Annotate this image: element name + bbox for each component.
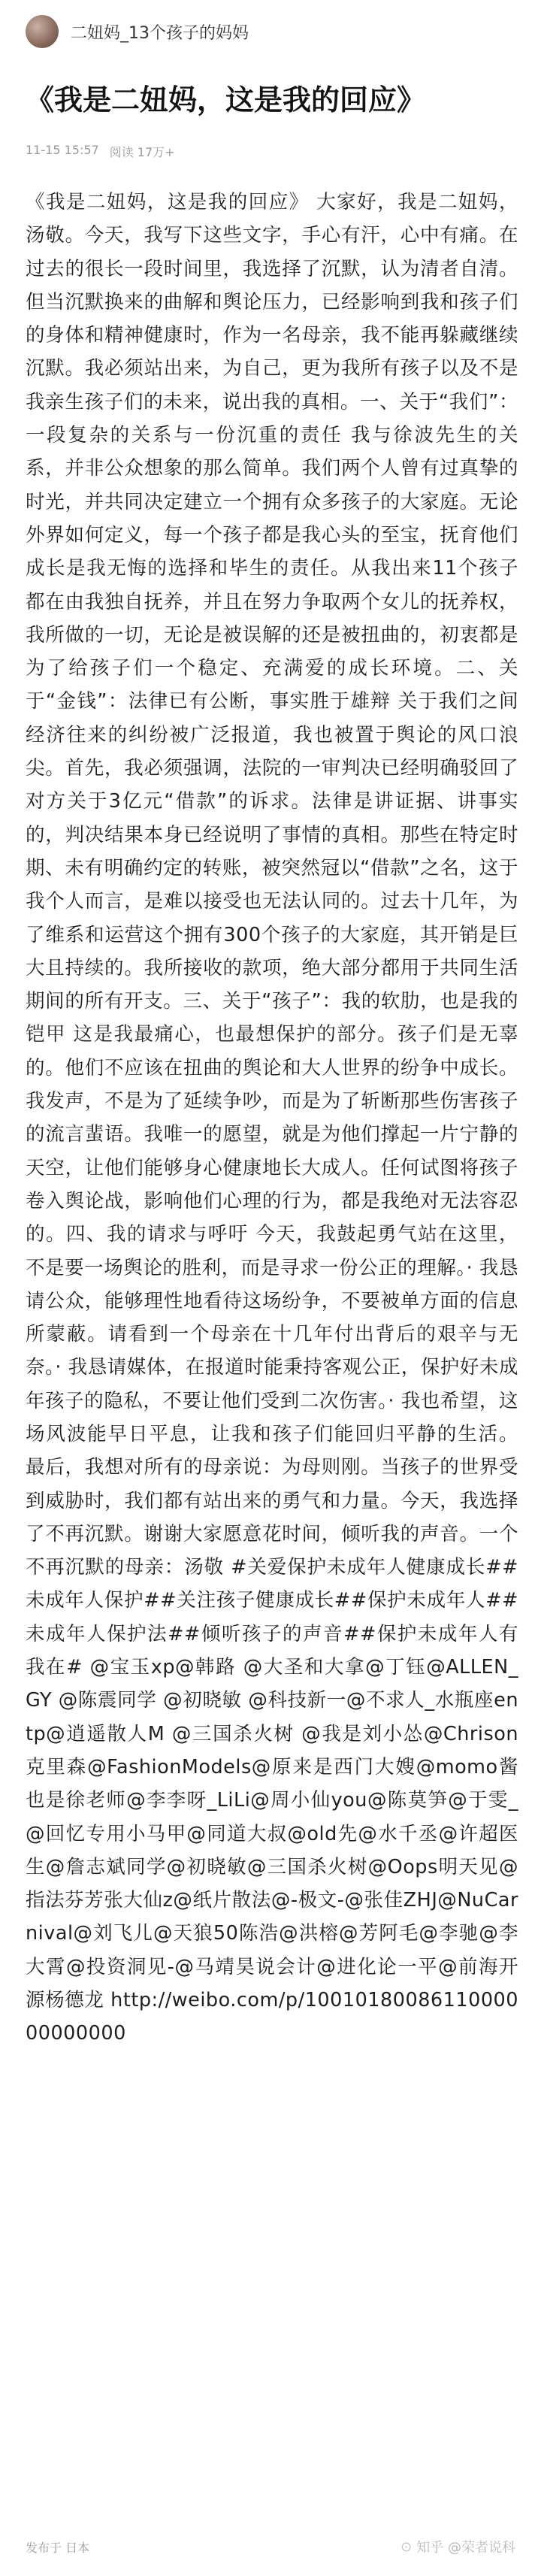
- watermark: [400, 2537, 515, 2556]
- post-timestamp: 11-15 15:57: [26, 143, 99, 157]
- author-header: [0, 0, 541, 50]
- post-meta: [26, 143, 515, 160]
- zhihu-icon: ⊙: [400, 2538, 413, 2555]
- article-body: 《我是二妞妈，这是我的回应》 大家好，我是二妞妈，汤敬。今天，我写下这些文字，手心有汗，心中有痛。在过去的很长一段时间里，我选择了沉默，认为清者自清。但当沉默换来的曲解和舆论压力，已经影响到我和孩子们的身体和精神健康时，作为一名母亲，我不能再躲藏继续沉默。我必须站出来，为自己，更为我所有孩子以及不是我亲生孩子们的未来，说出我的真相。一、关于“我们”：一段复杂的关系与一份沉重的责任 我与徐波先生的关系，并非公众想象的那么简单。我们两个人曾有过真挚的时光，并共同决定建立一个拥有众多孩子的大家庭。无论外界如何定义，每一个孩子都是我心头的至宝，抚育他们成长是我无悔的选择和毕生的责任。从我出来11个孩子都在由我独自抚养，并且在努力争取两个女儿的抚养权，我所做的一切，无论是被误解的还是被扭曲的，初衷都是为了给孩子们一个稳定、充满爱的成长环境。二、关于“金钱”：法律已有公断，事实胜于雄辩 关于我们之间经济往来的纠纷被广泛报道，我也被置于舆论的风口浪尖。首先，我必须强调，法院的一审判决已经明确驳回了对方关于3亿元“借款”的诉求。法律是讲证据、讲事实的，判决结果本身已经说明了事情的真相。那些在特定时期、未有明确约定的转账，被突然冠以“借款”之名，这于我个人而言，是难以接受也无法认同的。过去十几年，为了维系和运营这个拥有300个孩子的大家庭，其开销是巨大且持续的。我所接收的款项，绝大部分都用于共同生活期间的所有开支。三、关于“孩子”：我的软肋，也是我的铠甲 这是我最痛心，也最想保护的部分。孩子们是无辜的。他们不应该在扭曲的舆论和大人世界的纷争中成长。我发声，不是为了延续争吵，而是为了斩断那些伤害孩子的流言蜚语。我唯一的愿望，就是为他们撑起一片宁静的天空，让他们能够身心健康地长大成人。任何试图将孩子卷入舆论战，影响他们心理的行为，都是我绝对无法容忍的。四、我的请求与呼吁 今天，我鼓起勇气站在这里，不是要一场舆论的胜利，而是寻求一份公正的理解。· 我恳请公众，能够理性地看待这场纷争，不要被单方面的信息所蒙蔽。请看到一个母亲在十几年付出背后的艰辛与无奈。· 我恳请媒体，在报道时能秉持客观公正，保护好未成年孩子的隐私，不要让他们受到二次伤害。· 我也希望，这场风波能早日平息，让我和孩子们能回归平静的生活。 最后，我想对所有的母亲说：为母则刚。当孩子的世界受到威胁时，我们都有站出来的勇气和力量。今天，我选择了不再沉默。谢谢大家愿意花时间，倾听我的声音。一个不再沉默的母亲：汤敬 #关爱保护未成年人健康成长##未成年人保护##关注孩子健康成长##保护未成年人##未成年人保护法##倾听孩子的声音##保护未成年人有我在# @宝玉xp@韩路 @大圣和大拿@丁钰@ALLEN_GY @陈震同学 @初晓敏 @科技新一@不求人_水瓶座entp@逍遥散人M @三国杀火树 @我是刘小怂@Chrison克里森@FashionModels@原来是西门大嫂@momo酱也是徐老师@李李呀_LiLi@周小仙you@陈莫笋@于雯_@回忆专用小马甲@同道大叔@old先@水千丞@许超医生@詹志斌同学@初晓敏@三国杀火树@Oops明天见@指法芬芳张大仙z@纸片散法@-极文-@张佳ZHJ@NuCarnival@刘飞儿@天狼50陈浩@洪榕@芳阿毛@李驰@李大霄@投资洞见-@马靖昊说会计@进化论一平@前海开源杨德龙 http://weibo.com/p/1001018008611000000000000: [26, 191, 518, 2045]
- watermark-text: 知乎 @荣者说科: [416, 2540, 515, 2556]
- post-location: 发布于 日本: [26, 2540, 90, 2555]
- avatar[interactable]: [26, 15, 59, 48]
- author-name[interactable]: 二妞妈_13个孩子的妈妈: [71, 23, 249, 43]
- read-count: 阅读 17万+: [109, 145, 175, 159]
- post-footer: [0, 2532, 541, 2562]
- page-title: 《我是二妞妈，这是我的回应》: [26, 83, 426, 117]
